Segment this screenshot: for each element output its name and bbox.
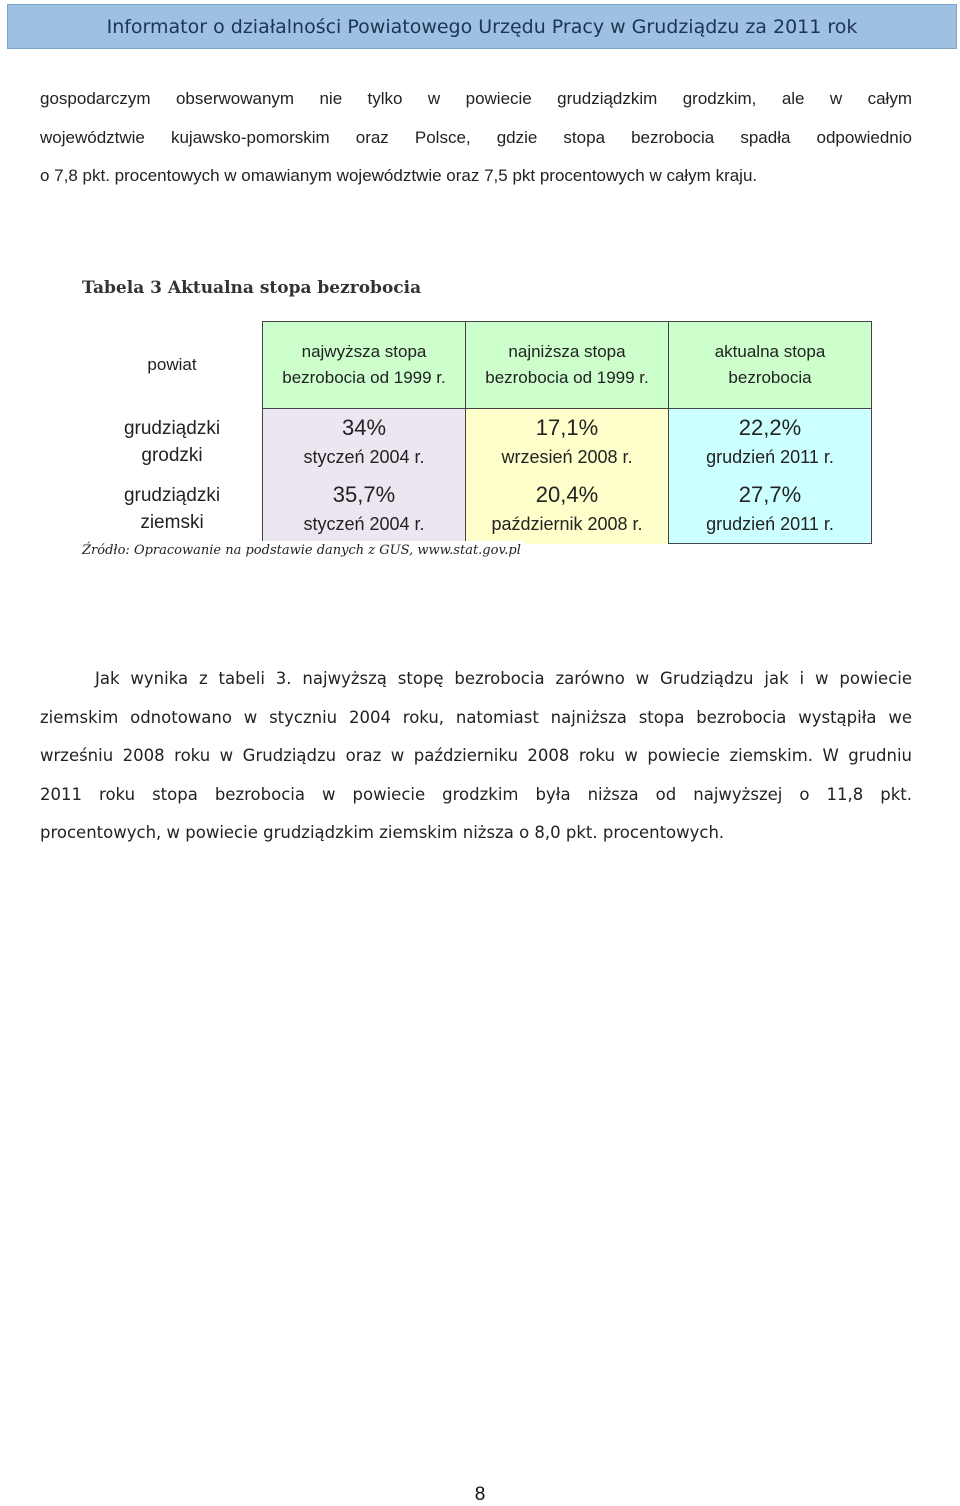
header-cell-min <box>466 322 669 409</box>
max-value: 35,7% <box>332 482 396 508</box>
header-cur-line2: bezrobocia <box>728 368 812 387</box>
header-cell-current <box>669 322 872 409</box>
cell-max <box>263 475 466 544</box>
max-date: styczeń 2004 r. <box>303 447 425 467</box>
table-source-note: Źródło: Opracowanie na podstawie danych z GUS, www.stat.gov.pl <box>82 541 525 561</box>
min-value: 20,4% <box>535 482 599 508</box>
powiat-name-line2: ziemski <box>140 512 204 534</box>
body-line-5: procentowych, w powiecie grudziądzkim ziemskim niższa o 8,0 pkt. procentowych. <box>40 823 725 842</box>
unemployment-table <box>82 321 872 544</box>
cell-max <box>263 409 466 476</box>
body-line-1: Jak wynika z tabeli 3. najwyższą stopę bezrobocia zarówno w Grudziądzu jak i w powiecie <box>95 669 912 688</box>
max-value: 34% <box>341 415 387 440</box>
powiat-name-line1: grudziądzki <box>123 485 221 507</box>
cell-current <box>669 475 872 544</box>
table-header-row <box>82 322 872 409</box>
header-min-line1: najniższa stopa <box>508 342 626 361</box>
intro-line-1: gospodarczym obserwowanym nie tylko w powiecie grudziądzkim grodzkim, ale w całym <box>40 89 912 108</box>
powiat-name-line1: grudziądzki <box>123 417 221 439</box>
body-line-4: 2011 roku stopa bezrobocia w powiecie grodzkim była niższa od najwyższej o 11,8 pkt. <box>40 784 912 804</box>
cell-powiat <box>82 409 263 476</box>
document-header <box>7 4 957 49</box>
intro-line-3: o 7,8 pkt. procentowych w omawianym województwie oraz 7,5 pkt procentowych w całym kraju. <box>40 166 758 185</box>
table-row <box>82 475 872 544</box>
intro-paragraph <box>40 80 912 196</box>
header-max-line2: bezrobocia od 1999 r. <box>282 368 446 387</box>
body-paragraph <box>40 660 912 853</box>
body-line-2: ziemskim odnotowano w styczniu 2004 roku, natomiast najniższa stopa bezrobocia wystąpiła we <box>40 707 912 727</box>
header-cell-powiat <box>82 322 263 409</box>
header-cell-max <box>263 322 466 409</box>
min-value: 17,1% <box>535 415 599 440</box>
max-date: styczeń 2004 r. <box>303 514 425 535</box>
current-value: 27,7% <box>738 482 802 507</box>
cell-powiat <box>82 475 263 544</box>
cell-min <box>466 475 669 544</box>
powiat-name-line2: grodzki <box>141 444 203 466</box>
body-line-3: wrześniu 2008 roku w Grudziądzu oraz w październiku 2008 roku w powiecie ziemskim. W grudniu <box>40 746 912 765</box>
min-date: wrzesień 2008 r. <box>501 447 633 467</box>
header-title: Informator o działalności Powiatowego Urzędu Pracy w Grudziądzu za 2011 rok <box>106 15 858 38</box>
cell-current <box>669 409 872 476</box>
min-date: październik 2008 r. <box>491 514 643 535</box>
table-row <box>82 409 872 476</box>
current-date: grudzień 2011 r. <box>706 514 834 534</box>
header-powiat-label: powiat <box>147 355 197 374</box>
header-min-line2: bezrobocia od 1999 r. <box>485 368 649 387</box>
page-number: 8 <box>474 1484 486 1505</box>
cell-min <box>466 409 669 476</box>
header-max-line1: najwyższa stopa <box>301 342 427 361</box>
current-value: 22,2% <box>738 415 802 440</box>
table-caption: Tabela 3 Aktualna stopa bezrobocia <box>82 278 422 298</box>
header-cur-line1: aktualna stopa <box>714 342 826 361</box>
current-date: grudzień 2011 r. <box>706 447 834 467</box>
intro-line-2: województwie kujawsko-pomorskim oraz Polsce, gdzie stopa bezrobocia spadła odpowiednio <box>40 127 912 147</box>
